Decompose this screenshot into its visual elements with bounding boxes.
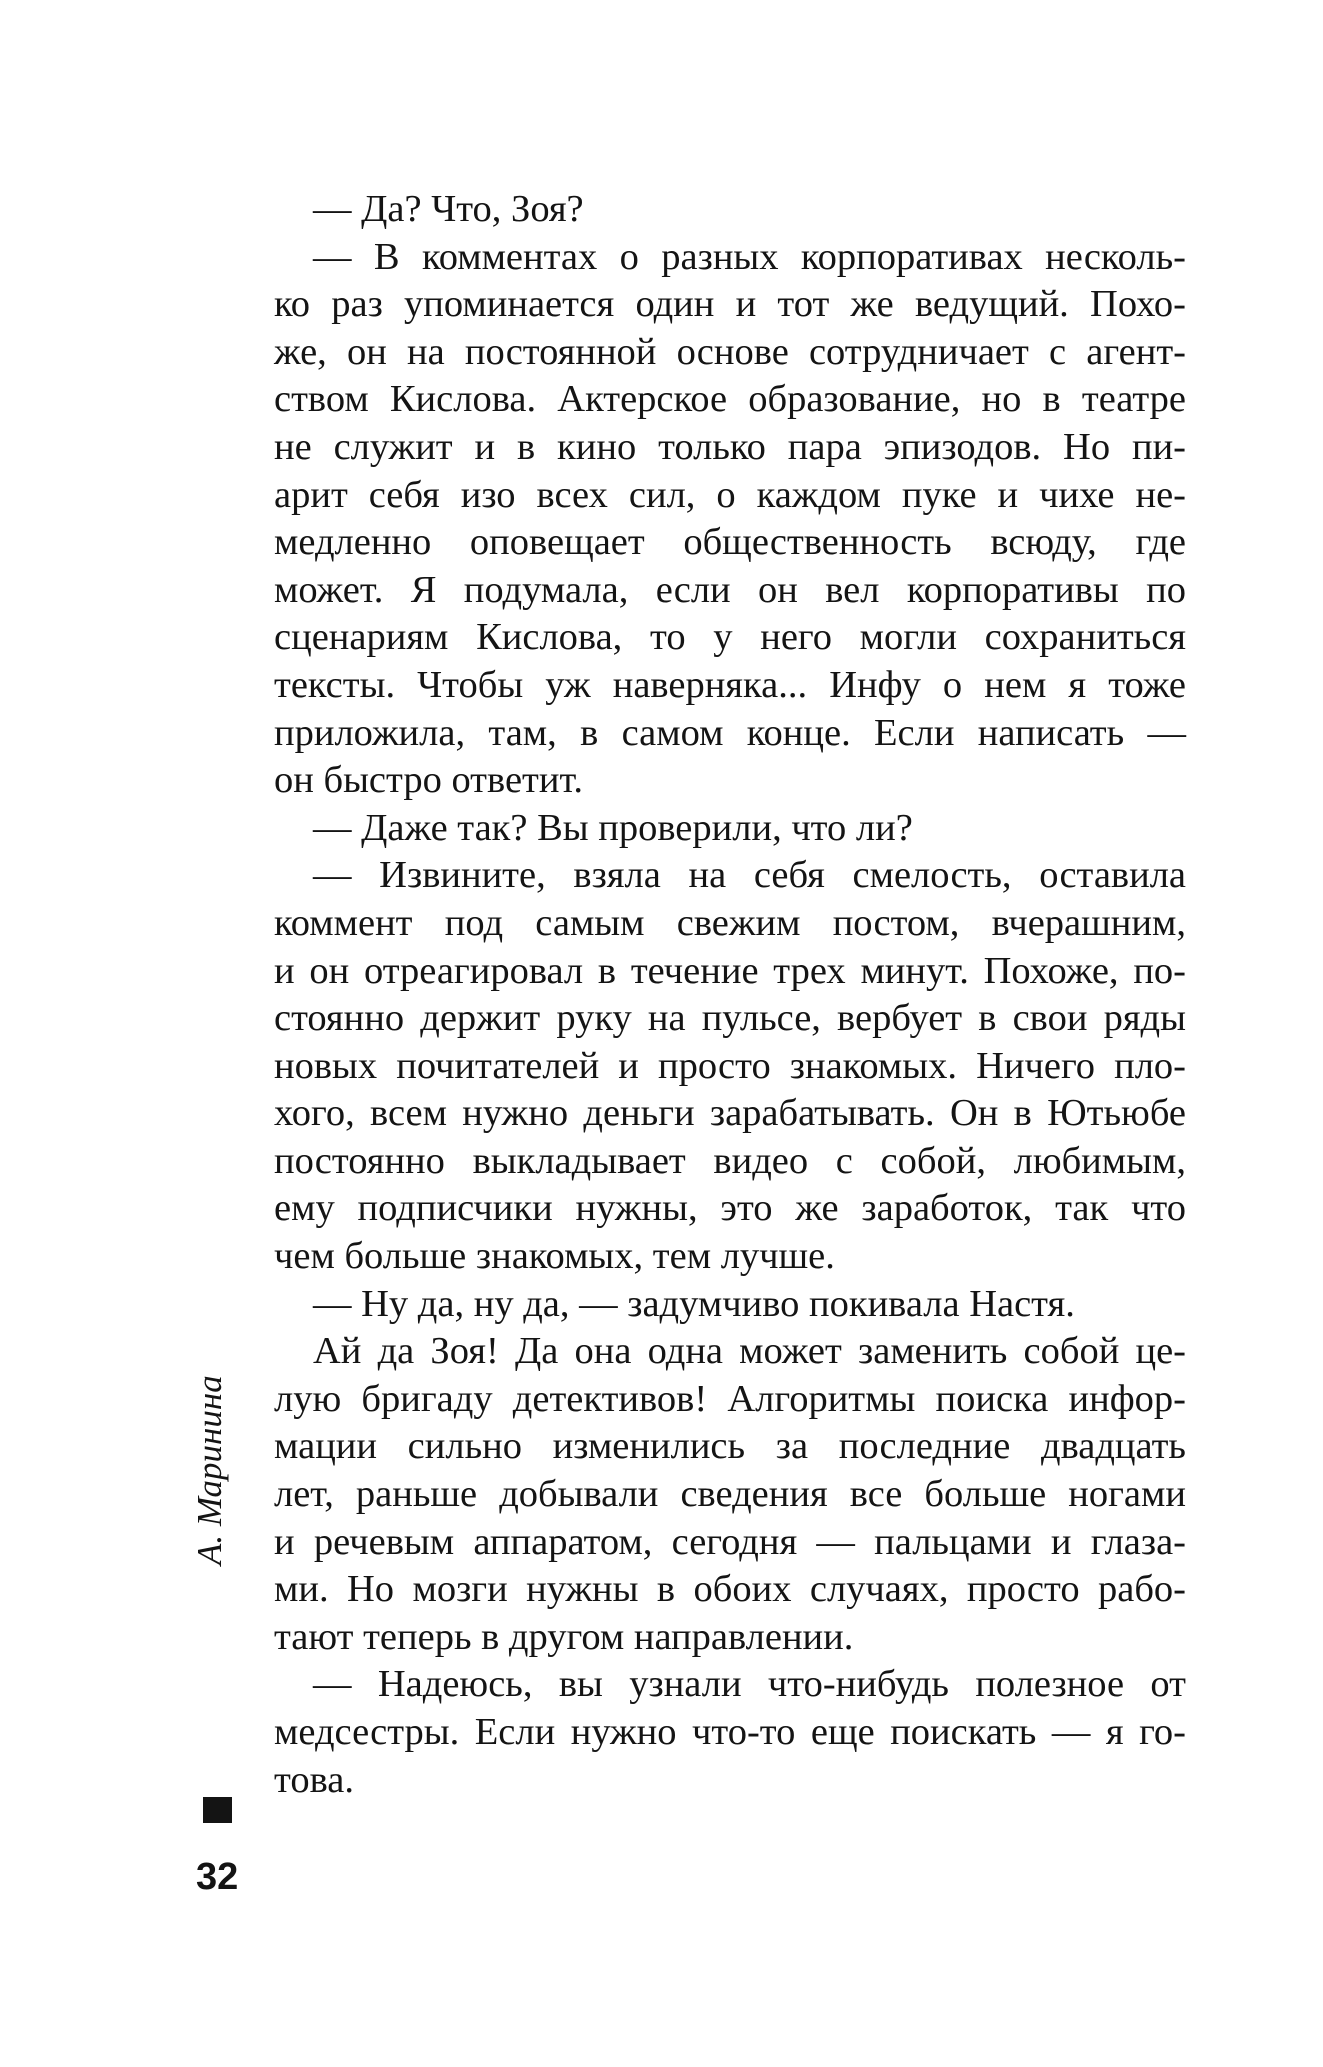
text-line: он быстро ответит. — [274, 759, 584, 802]
text-line: стоянно держит руку на пульсе, вербует в свои ряды — [274, 997, 1186, 1040]
text-line: коммент под самым свежим постом, вчерашним, — [274, 901, 1186, 944]
text-line: това. — [274, 1758, 354, 1801]
page-number: 32 — [196, 1856, 239, 1898]
text-line: — Да? Что, Зоя? — [313, 188, 584, 230]
text-line: тают теперь в другом направлении. — [274, 1615, 854, 1658]
running-head-author: А. Маринина — [190, 1375, 229, 1565]
text-line: мации сильно изменились за последние двадцать — [274, 1425, 1186, 1468]
text-line: лет, раньше добывали сведения все больше ногами — [274, 1473, 1186, 1516]
text-line: лую бригаду детективов! Алгоритмы поиска инфор- — [274, 1377, 1186, 1420]
text-line: чем больше знакомых, тем лучше. — [274, 1235, 835, 1278]
text-line: постоянно выкладывает видео с собой, любимым, — [274, 1139, 1186, 1182]
text-line: — Извините, взяла на себя смелость, оставила — [313, 854, 1186, 897]
text-line: же, он на постоянной основе сотрудничает с агент- — [274, 330, 1186, 373]
text-line: ко раз упоминается один и тот же ведущий. Похо- — [274, 283, 1186, 326]
text-line: новых почитателей и просто знакомых. Ничего пло- — [274, 1044, 1186, 1087]
text-line: ми. Но мозги нужны в обоих случаях, просто рабо- — [274, 1568, 1186, 1611]
text-line: медленно оповещает общественность всюду, где — [274, 521, 1186, 564]
text-line: приложила, там, в самом конце. Если написать — — [274, 711, 1186, 754]
text-line: ему подписчики нужны, это же заработок, так что — [274, 1187, 1186, 1230]
text-line: сценариям Кислова, то у него могли сохраниться — [274, 616, 1186, 659]
decorative-square — [203, 1797, 232, 1823]
text-line: может. Я подумала, если он вел корпоративы по — [274, 568, 1186, 611]
text-line: и он отреагировал в течение трех минут. Похоже, по- — [274, 949, 1186, 992]
text-line: и речевым аппаратом, сегодня — пальцами и глаза- — [274, 1520, 1186, 1563]
text-line: медсестры. Если нужно что-то еще поискать — я го- — [274, 1711, 1186, 1753]
text-line: — Ну да, ну да, — задумчиво покивала Настя. — [313, 1282, 1075, 1325]
text-line: — Надеюсь, вы узнали что-нибудь полезное от — [313, 1663, 1186, 1706]
text-line: ством Кислова. Актерское образование, но в театре — [274, 378, 1186, 421]
text-line: хого, всем нужно деньги зарабатывать. Он в Ютьюбе — [274, 1092, 1186, 1135]
text-line: не служит и в кино только пара эпизодов. Но пи- — [274, 425, 1186, 468]
text-line: арит себя изо всех сил, о каждом пуке и чихе не- — [274, 473, 1186, 516]
text-line: — Даже так? Вы проверили, что ли? — [313, 806, 913, 849]
text-line: тексты. Чтобы уж наверняка... Инфу о нем я тоже — [274, 663, 1186, 706]
text-line: Ай да Зоя! Да она одна может заменить собой це- — [313, 1330, 1186, 1373]
text-line: — В комментах о разных корпоративах несколь- — [313, 235, 1186, 278]
body-text — [274, 186, 1186, 1804]
